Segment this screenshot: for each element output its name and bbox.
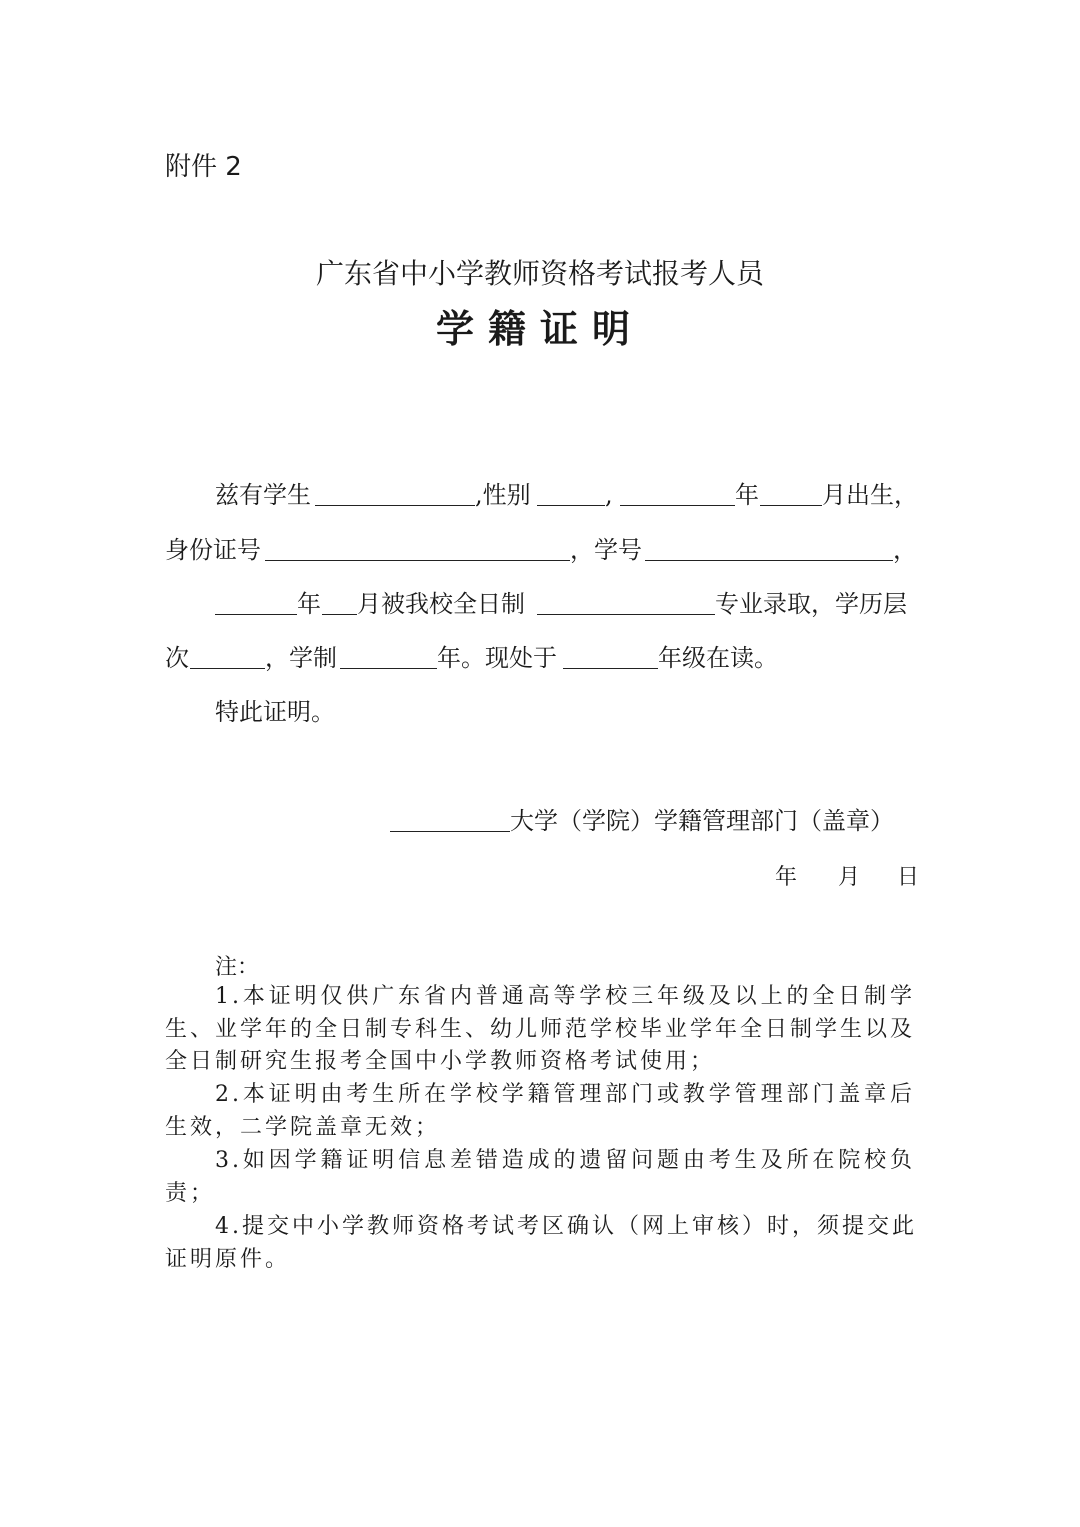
admission-month-field[interactable]: [322, 590, 357, 615]
education-level-field[interactable]: [190, 644, 265, 669]
document-title: 广东省中小学教师资格考试报考人员: [315, 257, 764, 290]
label-gender: ,性别: [475, 481, 531, 509]
body-line-3: [215, 583, 907, 619]
label-month-born: 月出生，: [822, 481, 918, 509]
label-student: 兹有学生: [215, 481, 311, 509]
admission-year-field[interactable]: [215, 590, 297, 615]
comma: ，: [893, 536, 917, 564]
label-year: 年: [297, 590, 321, 618]
closing-text: [215, 691, 335, 727]
label-id-number: 身份证号: [165, 536, 261, 564]
university-name-field[interactable]: [390, 807, 510, 832]
note-line: 生、业学年的全日制专科生、幼儿师范学校毕业学年全日制学生以及: [165, 1017, 916, 1042]
date-month: 月: [838, 865, 861, 890]
major-field[interactable]: [537, 590, 715, 615]
grade-field[interactable]: [563, 644, 658, 669]
closing-statement: 特此证明。: [215, 698, 335, 726]
duration-field[interactable]: [340, 644, 437, 669]
note-line: 2.本证明由考生所在学校学籍管理部门或教学管理部门盖章后: [215, 1082, 915, 1107]
note-line: 4.提交中小学教师资格考试考区确认（网上审核）时，须提交此: [215, 1214, 917, 1239]
label-admitted: 月被我校全日制: [357, 590, 525, 618]
attachment-label: 附件 2: [165, 152, 242, 182]
label-major-level: 专业录取，学历层: [715, 590, 907, 618]
note-line: 证明原件。: [165, 1247, 291, 1272]
note-line: 3.如因学籍证明信息差错造成的遗留问题由考生及所在院校负: [215, 1148, 915, 1173]
birth-month-field[interactable]: [760, 481, 822, 506]
signature-line: [390, 800, 894, 836]
date-day: 日: [897, 865, 920, 890]
date-year: 年: [775, 865, 798, 890]
label-year: 年: [735, 481, 759, 509]
label-current-grade: 年。现处于: [437, 644, 557, 672]
gender-field[interactable]: [537, 481, 605, 506]
note-line: 1.本证明仅供广东省内普通高等学校三年级及以上的全日制学: [215, 984, 915, 1009]
note-line: 全日制研究生报考全国中小学教师资格考试使用；: [165, 1049, 716, 1074]
label-student-number: ，学号: [570, 536, 642, 564]
note-line: 生效，二学院盖章无效；: [165, 1115, 441, 1140]
student-name-field[interactable]: [315, 481, 475, 506]
label-studying: 年级在读。: [658, 644, 778, 672]
note-line: 责；: [165, 1181, 216, 1206]
body-line-2: [165, 529, 917, 565]
body-line-4: [165, 637, 778, 673]
document-subtitle: 学籍证明: [435, 306, 644, 351]
notes-heading: 注：: [215, 955, 260, 980]
body-line-1: [215, 474, 918, 510]
department-seal-label: 大学（学院）学籍管理部门（盖章）: [510, 807, 894, 835]
student-number-field[interactable]: [645, 536, 893, 561]
label-level: 次: [165, 644, 189, 672]
id-number-field[interactable]: [265, 536, 570, 561]
label-duration: ，学制: [265, 644, 337, 672]
comma: ,: [605, 481, 613, 509]
birth-year-field[interactable]: [620, 481, 735, 506]
